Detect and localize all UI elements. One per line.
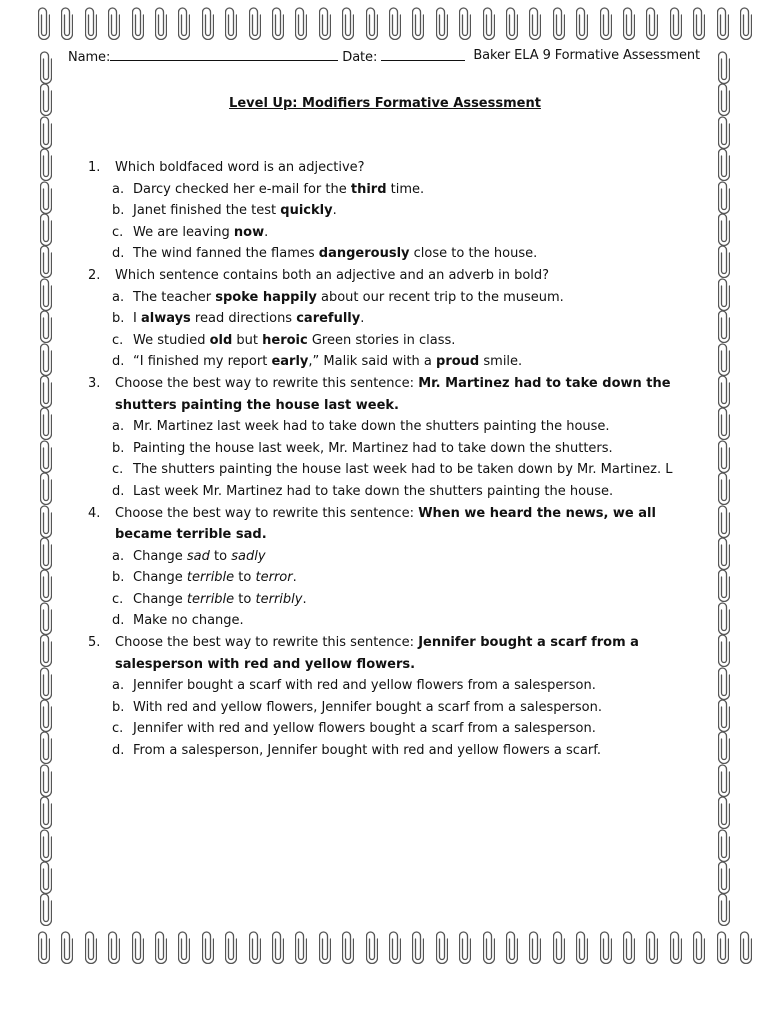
answer-option [88,416,708,438]
paperclip-icon [740,6,752,40]
option-letter: b. [112,440,125,456]
paperclip-icon [717,930,729,964]
text-run: . [302,591,307,607]
question-4 [88,503,708,546]
answer-option [88,567,708,589]
paperclip-icon [155,930,167,964]
name-blank [110,48,338,61]
paperclip-icon [40,763,52,797]
paperclip-icon [38,930,50,964]
text-run: to [234,591,256,607]
paperclip-icon [40,342,52,376]
paperclip-icon [576,930,588,964]
paperclip-icon [40,180,52,214]
paperclip-icon [529,930,541,964]
option-letter: a. [112,419,125,435]
question-number: 2. [88,267,101,283]
answer-option [88,330,708,352]
paperclip-icon [718,763,730,797]
question-2 [88,265,708,287]
paperclip-icon [459,6,471,40]
paperclip-icon [670,6,682,40]
italic-text: terror [255,570,293,586]
paperclip-icon [718,860,730,894]
option-letter: a. [112,678,125,694]
paperclip-icon [506,930,518,964]
text-run: With red and yellow flowers, Jennifer bought a scarf from a salesperson. [133,699,602,715]
text-run: Choose the best way to rewrite this sentence: [115,505,419,521]
paperclip-icon [155,6,167,40]
paperclip-icon [225,6,237,40]
paperclip-icon [40,439,52,473]
paperclip-icon [646,6,658,40]
paperclip-icon [718,633,730,667]
paperclip-icon [483,930,495,964]
paperclip-icon [366,930,378,964]
text-run: Mr. Martinez last week had to take down the shutters painting the house. [133,419,610,435]
question-stem [115,373,708,416]
paperclip-icon [40,892,52,926]
text-run: Painting the house last week, Mr. Martinez had to take down the shutters. [133,440,613,456]
answer-option [88,459,708,481]
option-letter: b. [112,699,125,715]
bold-text: dangerously [318,246,410,262]
text-run: to [234,570,256,586]
paperclip-icon [717,6,729,40]
text-run: Change [133,591,187,607]
paperclip-icon [40,50,52,84]
paperclip-icon [40,730,52,764]
text-run: Which boldfaced word is an adjective? [115,160,365,175]
answer-option [88,610,708,632]
paperclip-icon [40,277,52,311]
paperclip-icon [40,666,52,700]
text-run: The teacher [133,289,216,305]
text-run: Which sentence contains both an adjective and an adverb in bold? [115,267,550,283]
paperclip-icon [718,601,730,635]
text-run: time. [386,181,425,197]
paperclip-icon [108,930,120,964]
paperclip-icon [412,6,424,40]
answer-option [88,200,708,222]
paperclip-icon [412,930,424,964]
paperclip-icon [718,115,730,149]
paperclip-icon [718,244,730,278]
text-run: Last week Mr. Martinez had to take down the shutters painting the house. [133,483,614,499]
text-run: The wind fanned the flames [133,246,319,262]
bold-text: early [271,354,309,370]
answer-option [88,697,708,719]
paperclip-icon [249,930,261,964]
answer-options [88,416,708,502]
paperclip-icon [40,698,52,732]
text-run: . [264,224,269,240]
bold-text: Jennifer bought a scarf from a salesperson with red and yellow flowers. [115,635,639,672]
text-run: . [360,311,365,327]
text-run: We studied [133,332,210,348]
text-run: close to the house. [409,246,538,262]
italic-text: terrible [186,570,235,586]
paperclip-icon [40,147,52,181]
paperclip-icon [225,930,237,964]
paperclip-icon [40,504,52,538]
paperclip-icon [40,536,52,570]
paperclip-icon [132,6,144,40]
answer-option [88,546,708,568]
paperclip-icon [718,730,730,764]
text-run: Change [133,548,187,564]
paperclip-icon [40,244,52,278]
question-number: 4. [88,505,101,521]
paperclip-icon [623,6,635,40]
option-letter: c. [112,591,124,607]
paperclip-icon [40,212,52,246]
paperclip-icon [40,568,52,602]
answer-option [88,287,708,309]
option-letter: b. [112,570,125,586]
paperclip-icon [506,6,518,40]
text-run: Green stories in class. [307,332,456,348]
question-number: 1. [88,160,101,175]
paperclip-icon [178,930,190,964]
paperclip-icon [436,6,448,40]
paperclip-icon [553,930,565,964]
paperclip-icon [319,930,331,964]
paperclip-icon [718,698,730,732]
paperclip-icon [272,930,284,964]
paperclip-icon [178,6,190,40]
bold-text: Mr. Martinez had to take down the shutters painting the house last week. [115,375,671,413]
text-run: . [292,570,297,586]
answer-options [88,675,708,761]
page-title: Level Up: Modifiers Formative Assessment [229,96,541,111]
paperclip-icon [693,6,705,40]
name-label: Name: [68,50,111,65]
date-blank [381,48,465,61]
bold-text: proud [436,354,480,370]
answer-option [88,179,708,201]
paperclip-icon [249,6,261,40]
option-letter: d. [112,246,125,262]
bold-text: heroic [262,332,308,348]
question-number: 3. [88,375,101,391]
italic-text: sadly [231,548,266,564]
option-letter: a. [112,181,125,197]
text-run: about our recent trip to the museum. [316,289,564,305]
paperclip-icon [718,828,730,862]
paperclip-icon [389,930,401,964]
answer-option [88,243,708,265]
paperclip-icon [272,6,284,40]
question-list [88,157,708,762]
answer-option [88,718,708,740]
answer-option [88,481,708,503]
answer-options [88,287,708,373]
option-letter: a. [112,289,125,305]
paperclip-icon [40,471,52,505]
answer-options [88,179,708,265]
text-run: The shutters painting the house last week had to be taken down by Mr. Martinez. L [133,462,673,478]
text-run: Change [133,570,187,586]
italic-text: terrible [186,591,235,607]
text-run: . [332,203,337,219]
paperclip-icon [718,212,730,246]
paperclip-icon [459,930,471,964]
paperclip-icon [319,6,331,40]
paperclip-icon [553,6,565,40]
paperclip-icon [600,6,612,40]
text-run: Make no change. [133,613,244,629]
paperclip-icon [389,6,401,40]
paperclip-icon [366,6,378,40]
text-run: Choose the best way to rewrite this sentence: [115,375,419,391]
paperclip-icon [295,930,307,964]
text-run: ,” Malik said with a [308,354,437,370]
paperclip-icon [61,6,73,40]
text-run: to [209,548,232,564]
option-letter: c. [112,224,124,240]
question-1 [88,157,708,179]
bold-text: spoke happily [215,289,317,305]
paperclip-icon [718,342,730,376]
text-run: I [133,311,141,327]
option-letter: d. [112,354,125,370]
answer-option [88,589,708,611]
bold-text: carefully [296,311,361,327]
question-stem [115,632,708,675]
paperclip-icon [718,374,730,408]
paperclip-icon [342,6,354,40]
text-run: “I finished my report [133,354,272,370]
course-label: Baker ELA 9 Formative Assessment [473,48,700,63]
answer-option [88,308,708,330]
paperclip-icon [718,892,730,926]
paperclip-icon [718,795,730,829]
paperclip-icon [718,180,730,214]
text-run: From a salesperson, Jennifer bought with red and yellow flowers a scarf. [133,743,602,759]
question-stem [115,265,708,287]
paperclip-icon [740,930,752,964]
question-stem [115,157,708,179]
italic-text: sad [186,548,210,564]
answer-option [88,740,708,762]
date-label: Date: [342,50,378,65]
paperclip-icon [718,50,730,84]
paperclip-icon [132,930,144,964]
question-number: 5. [88,635,101,651]
question-stem [115,503,708,546]
header-line [68,48,708,65]
paperclip-icon [718,309,730,343]
text-run: read directions [190,311,297,327]
paperclip-icon [718,439,730,473]
paperclip-icon [40,633,52,667]
option-letter: a. [112,548,125,564]
option-letter: d. [112,613,125,629]
paperclip-icon [576,6,588,40]
paperclip-icon [670,930,682,964]
paperclip-icon [646,930,658,964]
paperclip-icon [718,277,730,311]
text-run: Darcy checked her e-mail for the [133,181,351,197]
option-letter: b. [112,311,125,327]
paperclip-icon [202,930,214,964]
paperclip-icon [623,930,635,964]
answer-option [88,351,708,373]
text-run: smile. [479,354,523,370]
paperclip-icon [40,406,52,440]
paperclip-icon [40,374,52,408]
paperclip-icon [40,309,52,343]
paperclip-icon [295,6,307,40]
paperclip-icon [342,930,354,964]
option-letter: c. [112,332,124,348]
paperclip-icon [40,828,52,862]
paperclip-icon [600,930,612,964]
text-run: Janet finished the test [133,203,281,219]
paperclip-icon [483,6,495,40]
paperclip-icon [718,147,730,181]
option-letter: d. [112,483,125,499]
paperclip-icon [40,860,52,894]
text-run: Choose the best way to rewrite this sentence: [115,635,419,651]
option-letter: c. [112,462,124,478]
question-3 [88,373,708,416]
text-run: Jennifer with red and yellow flowers bought a scarf from a salesperson. [133,721,596,737]
answer-options [88,546,708,632]
text-run: but [232,332,263,348]
bold-text: now [233,224,265,240]
paperclip-icon [40,601,52,635]
paperclip-icon [718,406,730,440]
option-letter: c. [112,721,124,737]
paperclip-icon [718,536,730,570]
italic-text: terribly [255,591,303,607]
paperclip-icon [85,6,97,40]
paperclip-icon [718,568,730,602]
answer-option [88,222,708,244]
bold-text: old [209,332,233,348]
option-letter: d. [112,743,125,759]
paperclip-icon [38,6,50,40]
text-run: We are leaving [133,224,234,240]
paperclip-icon [436,930,448,964]
paperclip-icon [61,930,73,964]
paperclip-icon [40,115,52,149]
bold-text: third [350,181,387,197]
answer-option [88,438,708,460]
bold-text: quickly [280,203,333,219]
bold-text: always [140,311,191,327]
paperclip-icon [85,930,97,964]
text-run: Jennifer bought a scarf with red and yellow flowers from a salesperson. [133,678,596,694]
paperclip-icon [40,795,52,829]
option-letter: b. [112,203,125,219]
paperclip-icon [202,6,214,40]
bold-text: When we heard the news, we all became terrible sad. [115,505,656,543]
paperclip-icon [718,666,730,700]
paperclip-icon [718,471,730,505]
question-5 [88,632,708,675]
paperclip-icon [693,930,705,964]
answer-option [88,675,708,697]
paperclip-icon [718,504,730,538]
paperclip-icon [529,6,541,40]
paperclip-icon [108,6,120,40]
